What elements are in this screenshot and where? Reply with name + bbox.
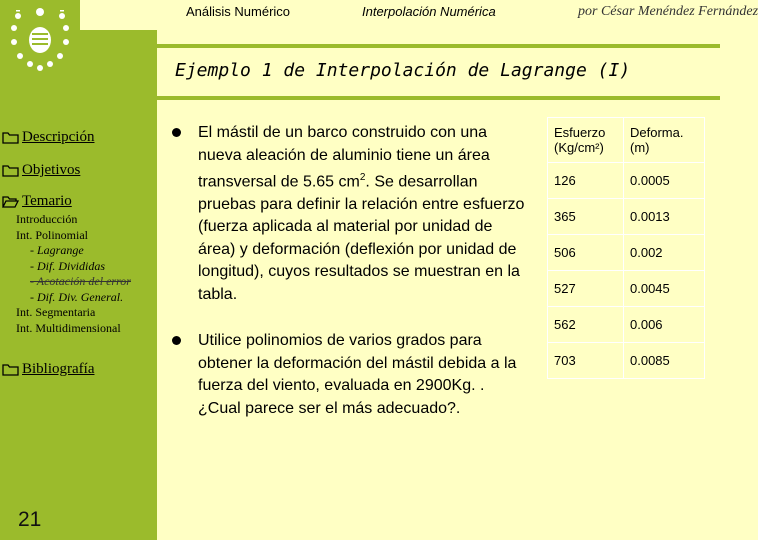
- subitem-dif-divididas[interactable]: - Dif. Divididas: [30, 258, 105, 273]
- bullet-text-1b: . Se desarrollan pruebas para definir la relación entre esfuerzo (fuerza aplicada al material por unidad de área) y deformación (deflexión por unidad de longitud), cuyos resultados se muestran en la tabla.: [198, 173, 525, 303]
- table-row: [548, 343, 705, 379]
- nav-objetivos[interactable]: [2, 162, 80, 179]
- bullet-problem: [172, 122, 527, 306]
- header-deformacion: Deforma. (m): [624, 118, 705, 163]
- subitem-int-segmentaria[interactable]: Int. Segmentaria: [16, 305, 96, 319]
- bullet-text-2: Utilice polinomios de varios grados para obtener la deformación del mástil debida a la fuerza del viento, evaluada en 2900Kg. . ¿Cual parece ser el más adecuado?.: [198, 332, 517, 417]
- table-row: [548, 307, 705, 343]
- table-cell: 506: [548, 235, 624, 271]
- subitem-introduccion[interactable]: Introducción: [16, 212, 78, 226]
- nav-label: Temario: [22, 193, 72, 209]
- table-cell: 0.0085: [624, 343, 705, 379]
- table-cell: 126: [548, 163, 624, 199]
- folder-icon: [2, 131, 19, 144]
- nav-label: Bibliografía: [22, 361, 95, 377]
- nav-label: Objetivos: [22, 162, 81, 178]
- data-table: [547, 117, 705, 379]
- table-cell: 0.006: [624, 307, 705, 343]
- subitem-dif-div-general[interactable]: - Dif. Div. General.: [30, 289, 124, 304]
- superscript: 2: [359, 172, 366, 183]
- table-header-row: [548, 118, 705, 163]
- header-bar: [80, 0, 758, 30]
- header-esfuerzo: Esfuerzo (Kg/cm²): [548, 118, 624, 163]
- page-number: 21: [18, 508, 42, 531]
- folder-icon: [2, 164, 19, 177]
- table-cell: 703: [548, 343, 624, 379]
- course-name: Análisis Numérico: [186, 4, 291, 19]
- bullet-dot: [172, 336, 181, 345]
- nav-temario[interactable]: [2, 193, 72, 210]
- nav-bibliografia[interactable]: [2, 361, 94, 378]
- title-rule-top: [157, 44, 720, 48]
- title-rule-bottom: [157, 96, 720, 100]
- university-logo: [2, 2, 78, 78]
- table-row: [548, 163, 705, 199]
- folder-open-icon: [2, 195, 19, 208]
- folder-icon: [2, 363, 19, 376]
- bullet-task: [172, 330, 527, 420]
- table-row: [548, 271, 705, 307]
- table-row: [548, 235, 705, 271]
- nav-label: Descripción: [22, 129, 95, 145]
- bullet-text-1a: El mástil de un barco construido con una nueva aleación de aluminio tiene un área transversal de 5.65 cm: [198, 124, 490, 191]
- content-bullets: [172, 122, 527, 444]
- subitem-int-multidimensional[interactable]: Int. Multidimensional: [16, 320, 121, 335]
- table-cell: 0.002: [624, 235, 705, 271]
- temario-sublist: [16, 212, 131, 336]
- topic-name: Interpolación Numérica: [362, 4, 496, 19]
- subitem-int-polinomial[interactable]: Int. Polinomial: [16, 227, 88, 242]
- table-cell: 0.0013: [624, 199, 705, 235]
- table-cell: 562: [548, 307, 624, 343]
- subitem-lagrange[interactable]: - Lagrange: [30, 243, 84, 257]
- author-name: por César Menéndez Fernández: [578, 4, 758, 19]
- table-row: [548, 199, 705, 235]
- nav-descripcion[interactable]: [2, 129, 94, 146]
- table-cell: 365: [548, 199, 624, 235]
- table-cell: 527: [548, 271, 624, 307]
- table-cell: 0.0045: [624, 271, 705, 307]
- slide-title: Ejemplo 1 de Interpolación de Lagrange (I): [175, 60, 631, 81]
- bullet-dot: [172, 128, 181, 137]
- subitem-acotacion-error[interactable]: - Acotación del error: [30, 274, 131, 288]
- table-cell: 0.0005: [624, 163, 705, 199]
